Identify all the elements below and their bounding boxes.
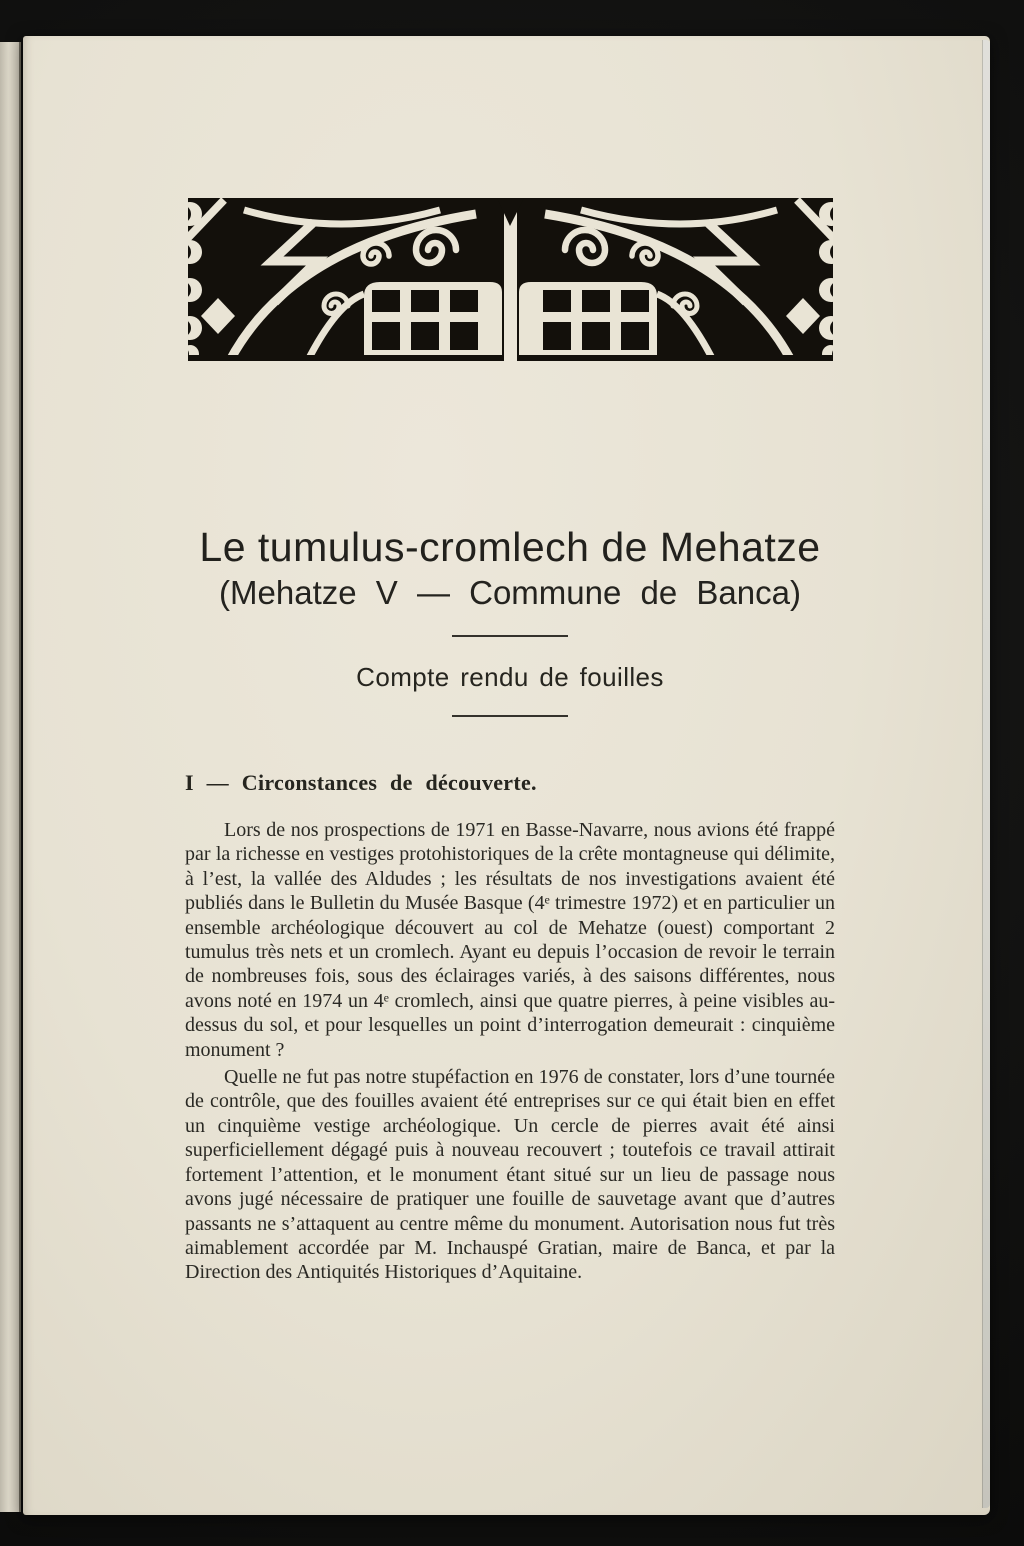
- article-subtitle: (Mehatze V — Commune de Banca): [219, 574, 801, 611]
- body-paragraph-2: Quelle ne fut pas notre stupéfaction en 1976 de constater, lors d’une tournée de contrôle, que des fouilles avaient été entreprises sur ce qui était bien en effet un cinquième vestige archéologique. Un cercle de pierres avait été ainsi superficiellement dégagé puis à nouveau recouvert ; toutefois ce travail attirait fortement l’attention, et le monument étant situé sur un lieu de passage nous avons jugé nécessaire de pratiquer une fouille de sauvetage avant que d’autres passants ne s’attaquent au centre même du monument. Autorisation nous fut très aimablement accordée par M. Inchauspé Gratian, maire de Banca, et par la Direction des Antiquités Historiques d’Aquitaine.: [185, 1066, 835, 1284]
- section-heading: I — Circonstances de découverte.: [185, 770, 537, 795]
- page-content: [185, 36, 835, 1285]
- divider-rule-top: [452, 635, 568, 637]
- page-edge-strip: [0, 42, 21, 1512]
- article-title: Le tumulus-cromlech de Mehatze: [199, 524, 821, 570]
- report-type-label: Compte rendu de fouilles: [356, 662, 664, 692]
- basque-ornament-band: [188, 198, 833, 361]
- divider-rule-bottom: [452, 715, 568, 717]
- book-page: [23, 36, 990, 1515]
- body-paragraph-1: Lors de nos prospections de 1971 en Basse-Navarre, nous avions été frappé par la richesse en vestiges protohistoriques de la crête montagneuse qui délimite, à l’est, la vallée des Aldudes ; les résultats de nos investigations avaient été publiés dans le Bulletin du Musée Basque (4ᵉ trimestre 1972) et en particulier un ensemble archéologique découvert au col de Mehatze (ouest) comportant 2 tumulus très nets et un cromlech. Ayant eu depuis l’occasion de revoir le terrain de nombreuses fois, sous des éclairages variés, à des saisons différentes, nous avons noté en 1974 un 4ᵉ cromlech, ainsi que quatre pierres, à peine visibles au-dessus du sol, et pour lesquelles un point d’interrogation demeurait : cinquième monument ?: [185, 819, 835, 1061]
